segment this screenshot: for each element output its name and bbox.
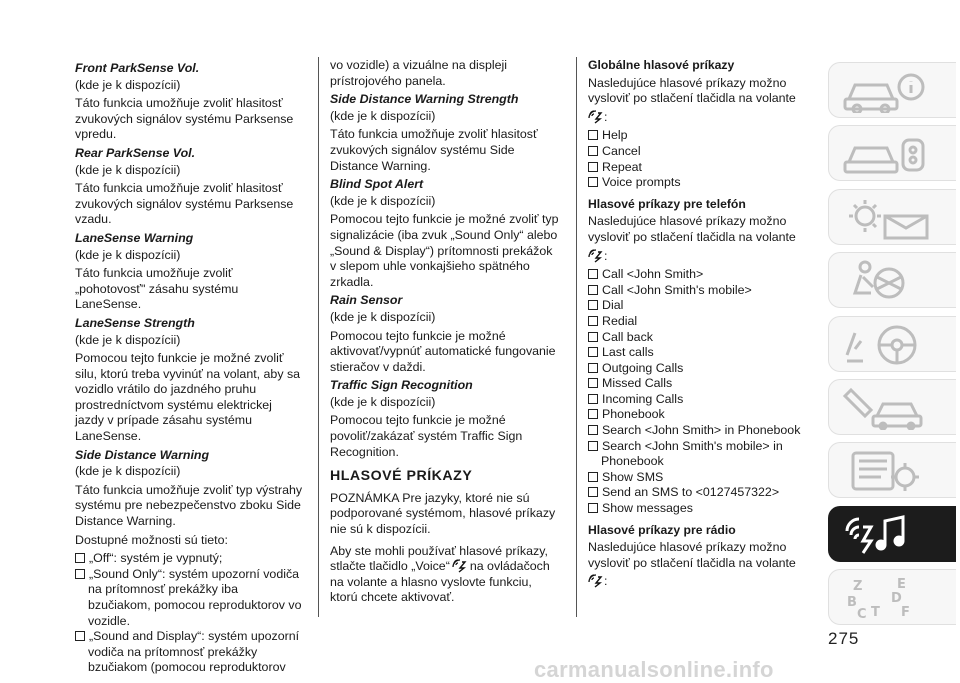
sdw-strength-location: (kde je k dispozícii) <box>330 108 436 123</box>
list-item: „Sound Only“: systém upozorní vodiča na prítomnosť prekážky iba bzučiakom, pomocou reproduktorov vo vozidle. <box>75 567 303 629</box>
voice-button-line: : <box>588 574 810 590</box>
list-item: Call back <box>588 330 810 346</box>
checkbox-bullet-icon <box>588 130 598 140</box>
tab-technical-data[interactable] <box>828 442 956 498</box>
blind-spot-alert-desc: Pomocou tejto funkcie je možné zvoliť typ signalizácie (iba zvuk „Sound Only“ alebo „Sound & Display“) prítomnosti prekážok v slepom uhle vonkajšieho spätného zrkadla. <box>330 212 559 289</box>
list-item: Call <John Smith> <box>588 267 810 283</box>
checkbox-bullet-icon <box>75 631 85 641</box>
rain-sensor-location: (kde je k dispozícii) <box>330 309 436 324</box>
car-key-icon <box>841 132 941 176</box>
list-item: Phonebook <box>588 407 810 423</box>
list-item: Voice prompts <box>588 175 810 191</box>
sdw-strength-title: Side Distance Warning Strength <box>330 92 519 107</box>
side-distance-warning-desc: Táto funkcia umožňuje zvoliť typ výstrahy systému pre nebezpečenstvo zboku Side Distance Warning. <box>75 482 303 529</box>
voice-instruction: Aby ste mohli používať hlasové príkazy, stlačte tlačidlo „Voice“ na ovládačoch na volante a hlasno vyslovte funkciu, ktorú chcete aktivovať. <box>330 543 550 605</box>
note-text: POZNÁMKA Pre jazyky, ktoré nie sú podporované systémom, hlasové príkazy nie sú k dispozícii. <box>330 490 556 537</box>
steering-wheel-icon <box>841 323 941 367</box>
list-item: Show messages <box>588 501 810 517</box>
side-distance-warning-location: (kde je k dispozícii) <box>75 464 181 479</box>
phone-commands-list <box>588 267 810 517</box>
section-title: HLASOVÉ PRÍKAZY <box>330 468 473 485</box>
list-item: Show SMS <box>588 470 810 486</box>
checkbox-bullet-icon <box>588 177 598 187</box>
list-item: Search <John Smith> in Phonebook <box>588 423 810 439</box>
blind-spot-alert-location: (kde je k dispozícii) <box>330 193 436 208</box>
lanesense-warning-desc: Táto funkcia umožňuje zvoliť „pohotovosť" zásahu systému LaneSense. <box>75 266 239 312</box>
radio-commands-intro: Nasledujúce hlasové príkazy možno vysloviť po stlačení tlačidla na volante <box>588 540 796 570</box>
page-number: 275 <box>828 629 860 648</box>
checkbox-bullet-icon <box>75 553 85 563</box>
column-2 <box>330 58 562 609</box>
svg-text:D: D <box>891 591 902 607</box>
voice-button-icon <box>588 249 604 263</box>
list-item: Last calls <box>588 345 810 361</box>
specifications-icon <box>841 449 941 493</box>
checkbox-bullet-icon <box>588 316 598 326</box>
blind-spot-alert-title: Blind Spot Alert <box>330 177 424 192</box>
checkbox-bullet-icon <box>588 378 598 388</box>
list-item: Outgoing Calls <box>588 361 810 377</box>
side-distance-warning-title: Side Distance Warning <box>75 447 210 462</box>
traffic-sign-location: (kde je k dispozícii) <box>330 394 436 409</box>
traffic-sign-desc: Pomocou tejto funkcie je možné povoliť/zakázať systém Traffic Sign Recognition. <box>330 413 523 459</box>
voice-button-icon <box>588 574 604 588</box>
tab-multimedia[interactable] <box>828 506 956 562</box>
front-parksense-location: (kde je k dispozícii) <box>75 77 181 92</box>
sdw-strength-desc: Táto funkcia umožňuje zvoliť hlasitosť zvukových signálov systému Side Distance Warning. <box>330 127 538 173</box>
car-repair-icon <box>841 386 941 430</box>
list-item: Incoming Calls <box>588 392 810 408</box>
list-item: Search <John Smith's mobile> in Phonebook <box>588 439 810 470</box>
traffic-sign-title: Traffic Sign Recognition <box>330 378 473 393</box>
checkbox-bullet-icon <box>588 409 598 419</box>
svg-text:F: F <box>901 605 910 621</box>
rain-sensor-desc: Pomocou tejto funkcie je možné aktivovať/vypnúť automatické fungovanie stieračov v daždi. <box>330 328 556 374</box>
checkbox-bullet-icon <box>588 425 598 435</box>
checkbox-bullet-icon <box>588 162 598 172</box>
checkbox-bullet-icon <box>75 569 85 579</box>
rear-parksense-desc: Táto funkcia umožňuje zvoliť hlasitosť zvukových signálov systému Parksense vzadu. <box>75 181 294 227</box>
list-item: Cancel <box>588 144 810 160</box>
checkbox-bullet-icon <box>588 285 598 295</box>
global-commands-title: Globálne hlasové príkazy <box>588 58 735 72</box>
list-item: Send an SMS to <0127457322> <box>588 485 810 501</box>
multimedia-icon <box>841 513 941 557</box>
list-item: „Sound and Display“: systém upozorní vodiča na prítomnosť prekážky bzučiakom (pomocou reproduktorov <box>75 629 303 676</box>
tab-safety[interactable] <box>828 252 956 308</box>
voice-button-icon <box>588 110 604 124</box>
tab-car-key[interactable] <box>828 125 956 181</box>
checkbox-bullet-icon <box>588 472 598 482</box>
tab-index[interactable] <box>828 569 956 625</box>
checkbox-bullet-icon <box>588 503 598 513</box>
lanesense-warning-title: LaneSense Warning <box>75 230 194 245</box>
lanesense-strength-title: LaneSense Strength <box>75 315 195 330</box>
column-divider <box>576 57 577 617</box>
tab-warning-light[interactable] <box>828 189 956 245</box>
checkbox-bullet-icon <box>588 363 598 373</box>
tab-car-info[interactable] <box>828 62 956 118</box>
checkbox-bullet-icon <box>588 347 598 357</box>
global-commands-list <box>588 128 810 190</box>
lanesense-strength-location: (kde je k dispozícii) <box>75 332 181 347</box>
airbag-person-icon <box>841 259 941 303</box>
tab-maintenance[interactable] <box>828 379 956 435</box>
svg-text:Z: Z <box>853 579 863 595</box>
voice-button-line: : <box>588 110 810 126</box>
lanesense-warning-location: (kde je k dispozícii) <box>75 247 181 262</box>
watermark: carmanualsonline.info <box>534 657 774 682</box>
list-item: Call <John Smith's mobile> <box>588 283 810 299</box>
lanesense-strength-desc: Pomocou tejto funkcie je možné zvoliť silu, ktorú treba vyvinúť na volant, aby sa vozidlo vrátilo do jazdného pruhu prostredníctvom systému elektrickej jazdy v prípade zásahu systému LaneSense. <box>75 351 301 444</box>
rain-sensor-title: Rain Sensor <box>330 293 403 308</box>
list-item: Missed Calls <box>588 376 810 392</box>
chapter-tabs <box>828 62 956 633</box>
list-item: Help <box>588 128 810 144</box>
phone-commands-title: Hlasové príkazy pre telefón <box>588 196 746 211</box>
list-item: Repeat <box>588 160 810 176</box>
rear-parksense-location: (kde je k dispozícii) <box>75 162 181 177</box>
checkbox-bullet-icon <box>588 441 598 451</box>
svg-text:E: E <box>897 577 906 593</box>
warning-light-icon <box>841 196 941 240</box>
svg-text:C: C <box>857 607 867 621</box>
column-1 <box>75 58 303 676</box>
car-info-icon <box>841 69 941 113</box>
list-item: „Off“: systém je vypnutý; <box>75 551 303 567</box>
checkbox-bullet-icon <box>588 300 598 310</box>
voice-button-line: : <box>588 249 810 265</box>
global-commands-intro: Nasledujúce hlasové príkazy možno vysloviť po stlačení tlačidla na volante <box>588 75 796 106</box>
list-item: Redial <box>588 314 810 330</box>
continued-text: vo vozidle) a vizuálne na displeji prístrojového panela. <box>330 58 508 88</box>
phone-commands-intro: Nasledujúce hlasové príkazy možno vysloviť po stlačení tlačidla na volante <box>588 214 796 244</box>
front-parksense-title: Front ParkSense Vol. <box>75 61 200 75</box>
options-intro: Dostupné možnosti sú tieto: <box>75 532 228 547</box>
checkbox-bullet-icon <box>588 487 598 497</box>
front-parksense-desc: Táto funkcia umožňuje zvoliť hlasitosť zvukových signálov systému Parksense vpredu. <box>75 96 294 142</box>
checkbox-bullet-icon <box>588 146 598 156</box>
svg-text:B: B <box>847 595 857 611</box>
checkbox-bullet-icon <box>588 332 598 342</box>
checkbox-bullet-icon <box>588 269 598 279</box>
svg-text:T: T <box>871 605 880 621</box>
alphabetical-index-icon <box>841 576 941 620</box>
radio-commands-title: Hlasové príkazy pre rádio <box>588 522 736 537</box>
column-3 <box>588 58 810 593</box>
voice-button-icon <box>452 559 468 573</box>
list-item: Dial <box>588 298 810 314</box>
tab-starting-driving[interactable] <box>828 316 956 372</box>
rear-parksense-title: Rear ParkSense Vol. <box>75 145 196 160</box>
checkbox-bullet-icon <box>588 394 598 404</box>
column-divider <box>318 57 319 617</box>
